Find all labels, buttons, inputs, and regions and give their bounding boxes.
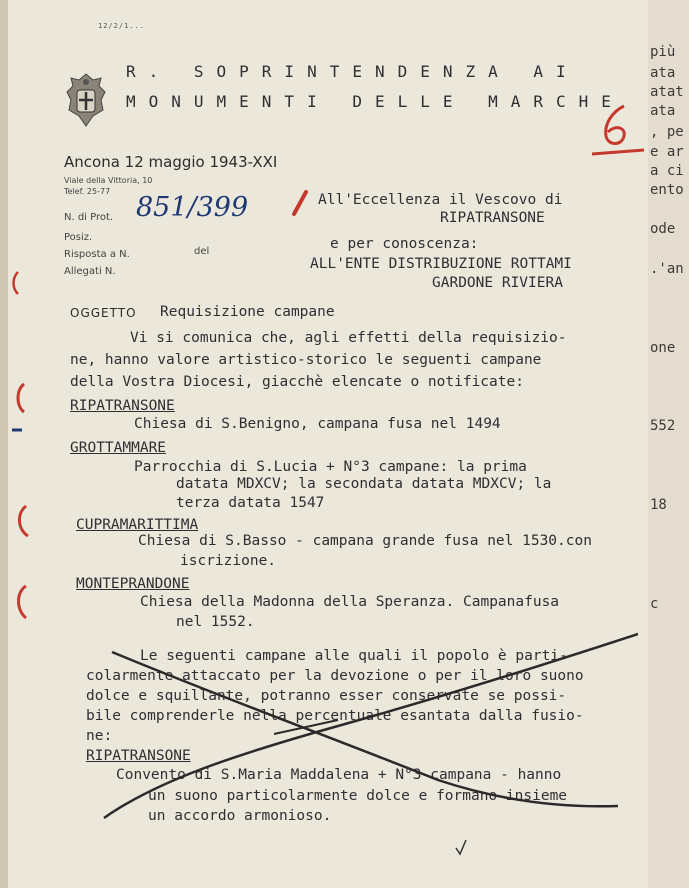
prot-number-handwritten: 851/399	[136, 192, 249, 223]
coat-of-arms-emblem	[63, 72, 109, 135]
posiz-label: Posiz.	[64, 232, 93, 243]
right-fragment-9: ode	[650, 221, 676, 237]
place-line-2-3: terza datata 1547	[176, 495, 325, 511]
place-line-4-2: nel 1552.	[176, 614, 255, 630]
place-line-2-1: Parrocchia di S.Lucia + N°3 campane: la prima	[134, 459, 527, 475]
right-fragment-1: più	[650, 44, 676, 60]
top-stamp: 12/2/1...	[98, 22, 145, 30]
place-name-3: CUPRAMARITTIMA	[76, 517, 199, 533]
recipient-line-3: e per conoscenza:	[330, 236, 479, 252]
place-line-2-2: datata MDXCV; la secondata datata MDXCV; la	[176, 476, 552, 492]
crossed-place-line-3: un accordo armonioso.	[148, 808, 332, 824]
crossed-place-name: RIPATRANSONE	[86, 748, 191, 764]
recipient-line-1: All'Eccellenza il Vescovo di	[318, 192, 563, 208]
crossed-place-line-1: Convento di S.Maria Maddalena + N°3 campana - hanno	[116, 767, 562, 783]
risposta-label: Risposta a N.	[64, 249, 130, 260]
allegati-label: Allegati N.	[64, 266, 116, 277]
right-fragment-8: ento	[650, 182, 684, 198]
oggetto-label: OGGETTO	[70, 306, 137, 320]
place-date: Ancona 12 maggio 1943-XXI	[64, 153, 278, 171]
recipient-line-4: ALL'ENTE DISTRIBUZIONE ROTTAMI	[310, 256, 572, 272]
del-label: del	[194, 246, 210, 257]
recipient-line-2: RIPATRANSONE	[440, 210, 545, 226]
right-fragment-6: e ar	[650, 144, 684, 160]
right-fragment-7: a ci	[650, 163, 684, 179]
intro-line-2: ne, hanno valore artistico-storico le seguenti campane	[70, 352, 542, 368]
red-margin-marks	[8, 268, 38, 633]
crossed-line-1: Le seguenti campane alle quali il popolo è parti-	[140, 648, 568, 664]
right-fragment-10: .'an	[650, 261, 684, 277]
right-fragment-14: c	[650, 596, 659, 612]
oggetto-value: Requisizione campane	[160, 304, 335, 320]
crossed-line-5: ne:	[86, 728, 113, 744]
address-line-1: Viale della Vittoria, 10	[64, 176, 153, 185]
pencil-tick	[454, 838, 468, 861]
right-fragment-11: one	[650, 340, 676, 356]
letterhead-line1: R. SOPRINTENDENZA AI	[126, 62, 579, 81]
crossed-line-2: colarmente attaccato per la devozione o per il loro suono	[86, 668, 584, 684]
adjacent-page-fragment	[648, 0, 689, 888]
crossed-place-line-2: un suono particolarmente dolce e formano insieme	[148, 788, 568, 804]
place-line-4-1: Chiesa della Madonna della Speranza. Campanafusa	[140, 594, 560, 610]
crossed-line-4: bile comprenderle nella percentuale esantata dalla fusio-	[86, 708, 584, 724]
prot-label: N. di Prot.	[64, 212, 114, 223]
place-line-3-1: Chiesa di S.Basso - campana grande fusa nel 1530.con	[138, 533, 592, 549]
right-fragment-12: 552	[650, 418, 676, 434]
right-fragment-5: , pe	[650, 124, 684, 140]
recipient-line-5: GARDONE RIVIERA	[432, 275, 563, 291]
right-fragment-3: atat	[650, 84, 684, 100]
place-name-1: RIPATRANSONE	[70, 398, 175, 414]
right-fragment-2: ata	[650, 65, 676, 81]
intro-line-1: Vi si comunica che, agli effetti della requisizio-	[130, 330, 567, 346]
crossed-line-3: dolce e squillante, potranno esser conservate se possi-	[86, 688, 567, 704]
cross-out-mark	[78, 630, 638, 825]
right-fragment-13: 18	[650, 497, 667, 513]
place-line-1-1: Chiesa di S.Benigno, campana fusa nel 1494	[134, 416, 501, 432]
place-name-2: GROTTAMMARE	[70, 440, 167, 456]
handwritten-page-number	[590, 100, 646, 165]
address-line-2: Telef. 25-77	[64, 187, 111, 196]
document-page	[8, 0, 648, 888]
place-name-4: MONTEPRANDONE	[76, 576, 190, 592]
place-line-3-2: iscrizione.	[180, 553, 277, 569]
intro-line-3: della Vostra Diocesi, giacchè elencate o notificate:	[70, 374, 524, 390]
right-fragment-4: ata	[650, 103, 676, 119]
red-pencil-mark	[290, 190, 310, 221]
letterhead-line2: MONUMENTI DELLE MARCHE	[126, 92, 624, 111]
